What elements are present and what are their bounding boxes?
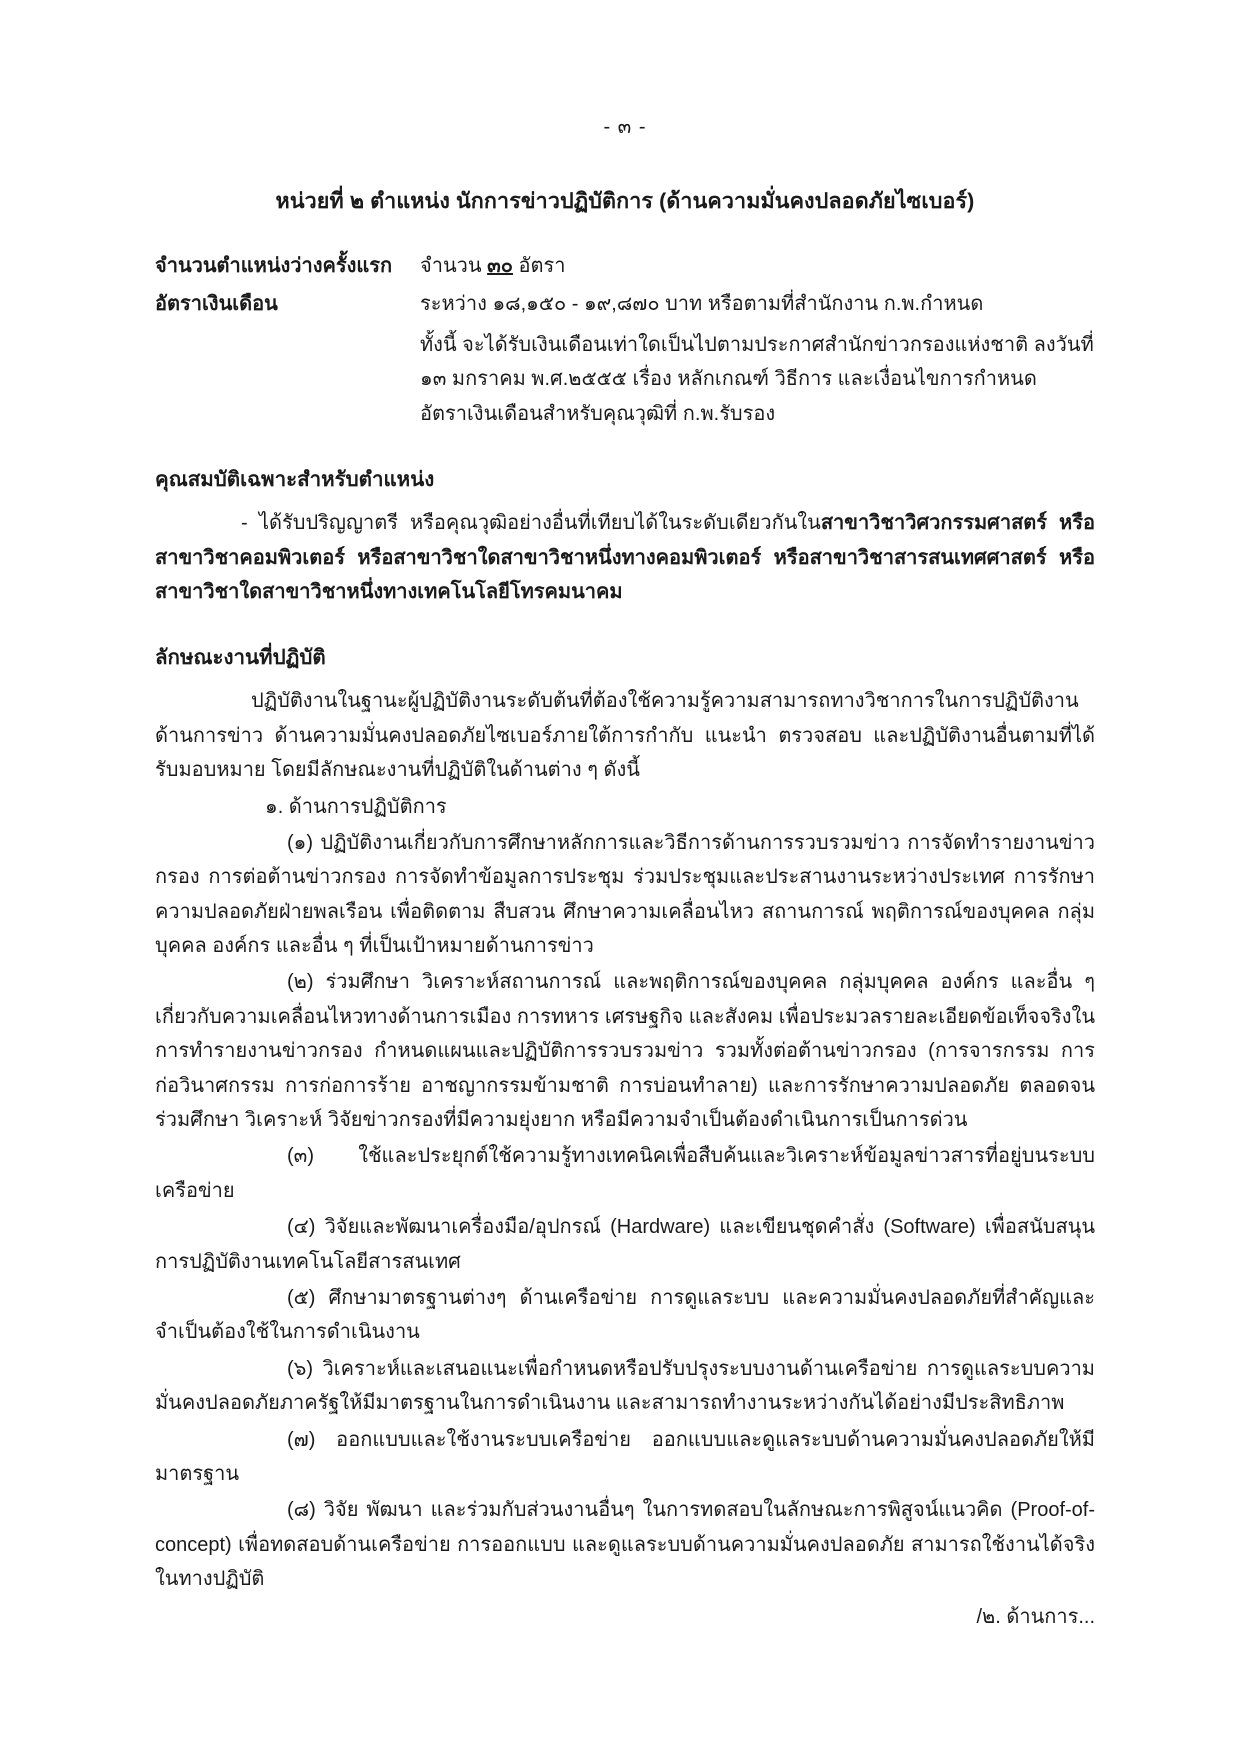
bullet-dash: -: [241, 512, 248, 535]
duties-intro-paragraph: ปฏิบัติงานในฐานะผู้ปฏิบัติงานระดับต้นที่ต้องใช้ความรู้ความสามารถทางวิชาการในการปฏิบัติงานด้านการข่าว ด้านความมั่นคงปลอดภัยไซเบอร์ภายใต้การกำกับ แนะนำ ตรวจสอบ และปฏิบัติงานอื่นตามที่ได้รับมอบหมาย โดยมีลักษณะงานที่ปฏิบัติในด้านต่าง ๆ ดังนี้: [155, 690, 1095, 782]
vacancies-prefix: จำนวน: [420, 255, 488, 277]
position-details-block: [155, 252, 1095, 431]
duty-item-6: (๖) วิเคราะห์และเสนอแนะเพื่อกำหนดหรือปรับปรุงระบบงานด้านเครือข่าย การดูแลระบบความมั่นคงปลอดภัยภาครัฐให้มีมาตรฐานในการดำเนินงาน และสามารถทำงานระหว่างกันได้อย่างมีประสิทธิภาพ: [155, 1357, 1095, 1415]
qualification-paragraph: [155, 506, 1095, 609]
vacancies-count: ๓๐: [487, 255, 513, 277]
duty-item-4: (๔) วิจัยและพัฒนาเครื่องมือ/อุปกรณ์ (Hardware) และเขียนชุดคำสั่ง (Software) เพื่อสนับสนุนการปฏิบัติงานเทคโนโลยีสารสนเทศ: [155, 1216, 1095, 1273]
page-title: หน่วยที่ ๒ ตำแหน่ง นักการข่าวปฏิบัติการ (ด้านความมั่นคงปลอดภัยไซเบอร์): [275, 189, 975, 213]
vacancies-suffix: อัตรา: [512, 255, 566, 277]
field-row-vacancies: [155, 252, 1095, 281]
field-value-salary: ระหว่าง ๑๘,๑๕๐ - ๑๙,๘๗๐ บาท หรือตามที่สำนักงาน ก.พ.กำหนด: [420, 293, 984, 315]
page-number: - ๓ -: [603, 116, 647, 138]
salary-continuation-line-2: ๑๓ มกราคม พ.ศ.๒๕๕๕ เรื่อง หลักเกณฑ์ วิธีการ และเงื่อนไขการกำหนด: [420, 368, 1037, 391]
section-1-heading: ๑. ด้านการปฏิบัติการ: [265, 795, 447, 818]
footer-text: /๒. ด้านการ...: [976, 1606, 1095, 1628]
field-label-salary: อัตราเงินเดือน: [155, 293, 278, 315]
duty-item-1: (๑) ปฏิบัติงานเกี่ยวกับการศึกษาหลักการและวิธีการด้านการรวบรวมข่าว การจัดทำรายงานข่าวกรอง การต่อต้านข่าวกรอง การจัดทำข้อมูลการประชุม ร่วมประชุมและประสานงานระหว่างประเทศ การรักษาความปลอดภัยฝ่ายพลเรือน เพื่อติดตาม สืบสวน ศึกษาความเคลื่อนไหว สถานการณ์ พฤติการณ์ของบุคคล กลุ่มบุคคล องค์กร และอื่น ๆ ที่เป็นเป้าหมายด้านการข่าว: [155, 831, 1095, 958]
duty-item-8: (๘) วิจัย พัฒนา และร่วมกับส่วนงานอื่นๆ ในการทดสอบในลักษณะการพิสูจน์แนวคิด (Proof-of-concept) เพื่อทดสอบด้านเครือข่าย การออกแบบ และดูแลระบบด้านความมั่นคงปลอดภัย สามารถใช้งานได้จริงในทางปฏิบัติ: [155, 1499, 1095, 1591]
footer-continuation: [155, 1600, 1095, 1632]
document-content: [155, 0, 1095, 1597]
duty-item-3: (๓) ใช้และประยุกต์ใช้ความรู้ทางเทคนิคเพื่อสืบค้นและวิเคราะห์ข้อมูลข่าวสารที่อยู่บนระบบเครือข่าย: [155, 1145, 1095, 1202]
salary-continuation-line-3: อัตราเงินเดือนสำหรับคุณวุฒิที่ ก.พ.รับรอง: [420, 402, 776, 425]
duty-item-7: (๗) ออกแบบและใช้งานระบบเครือข่าย ออกแบบและดูแลระบบด้านความมั่นคงปลอดภัยให้มีมาตรฐาน: [155, 1428, 1095, 1485]
duty-item-2: (๒) ร่วมศึกษา วิเคราะห์สถานการณ์ และพฤติการณ์ของบุคคล กลุ่มบุคคล องค์กร และอื่น ๆ เกี่ยวกับความเคลื่อนไหวทางด้านการเมือง การทหาร เศรษฐกิจ และสังคม เพื่อประมวลรายละเอียดข้อเท็จจริงในการทำรายงานข่าวกรอง กำหนดแผนและปฏิบัติการรวบรวมข่าว รวมทั้งต่อต้านข่าวกรอง (การจารกรรม การก่อวินาศกรรม การก่อการร้าย อาชญากรรมข้ามชาติ การบ่อนทำลาย) และการรักษาความปลอดภัย ตลอดจนร่วมศึกษา วิเคราะห์ วิจัยข่าวกรองที่มีความยุ่งยาก หรือมีความจำเป็นต้องดำเนินการเป็นการด่วน: [155, 971, 1095, 1132]
qualification-text-bold: สาขาวิชาวิศวกรรมศาสตร์ หรือสาขาวิชาคอมพิวเตอร์ หรือสาขาวิชาใดสาขาวิชาหนึ่งทางคอมพิวเตอร์ หรือสาขาวิชาสารสนเทศศาสตร์ หรือสาขาวิชาใดสาขาวิชาหนึ่งทางเทคโนโลยีโทรคมนาคม: [155, 512, 1095, 603]
qualification-text-normal: ได้รับปริญญาตรี หรือคุณวุฒิอย่างอื่นที่เทียบได้ในระดับเดียวกันใน: [259, 512, 821, 535]
field-row-salary: [155, 290, 1095, 319]
salary-continuation-line-1: ทั้งนี้ จะได้รับเงินเดือนเท่าใดเป็นไปตามประกาศสำนักข่าวกรองแห่งชาติ ลงวันที่: [420, 334, 1094, 356]
duty-item-5: (๕) ศึกษามาตรฐานต่างๆ ด้านเครือข่าย การดูแลระบบ และความมั่นคงปลอดภัยที่สำคัญและจำเป็นต้องใช้ในการดำเนินงาน: [155, 1286, 1095, 1344]
qualification-heading: คุณสมบัติเฉพาะสำหรับตำแหน่ง: [155, 468, 435, 492]
duties-heading: ลักษณะงานที่ปฏิบัติ: [155, 646, 326, 670]
field-value-vacancies: [420, 252, 1095, 281]
field-label-vacancies: จำนวนตำแหน่งว่างครั้งแรก: [155, 255, 393, 277]
